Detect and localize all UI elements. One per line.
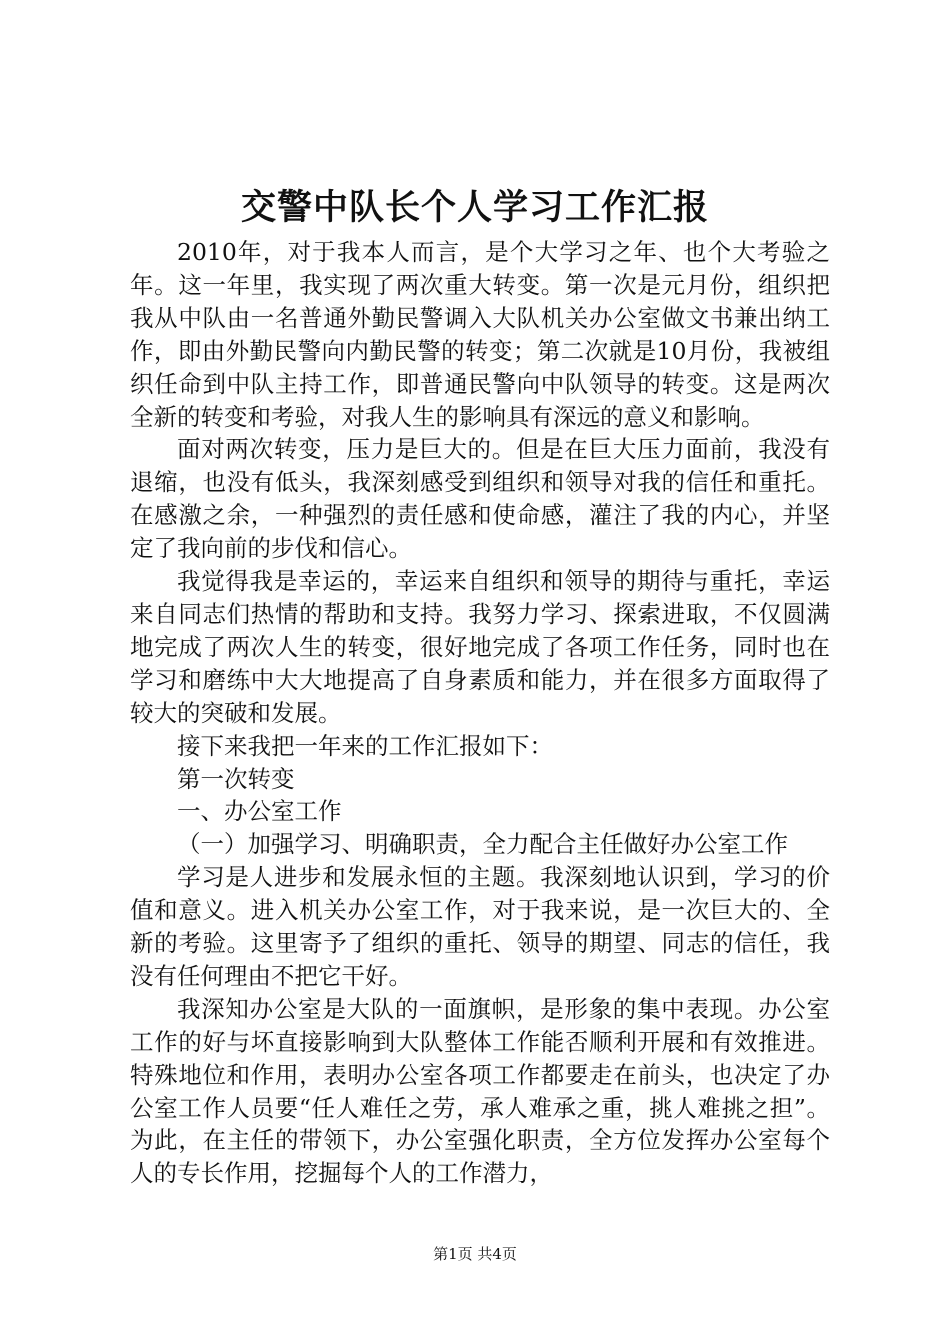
document-title: 交警中队长个人学习工作汇报 [240, 187, 709, 228]
subsection-heading: （一）加强学习、明确职责，全力配合主任做好办公室工作 [177, 830, 788, 859]
paragraph: 面对两次转变，压力是巨大的。但是在巨大压力面前，我没有退缩，也没有低头，我深刻感受到组织和领导对我的信任和重托。在感激之余，一种强烈的责任感和使命感，灌注了我的内心，并坚定了我向前的步伐和信心。 [130, 435, 830, 563]
section-heading: 一、办公室工作 [177, 797, 342, 826]
document-body [130, 236, 830, 1190]
paragraph: 我深知办公室是大队的一面旗帜，是形象的集中表现。办公室工作的好与坏直接影响到大队整体工作能否顺利开展和有效推进。特殊地位和作用，表明办公室各项工作都要走在前头，也决定了办公室工作人员要“任人难任之劳，承人难承之重，挑人难挑之担”。为此，在主任的带领下，办公室强化职责，全方位发挥办公室每个人的专长作用，挖掘每个人的工作潜力， [130, 994, 830, 1188]
paragraph: 我觉得我是幸运的，幸运来自组织和领导的期待与重托，幸运来自同志们热情的帮助和支持。我努力学习、探索进取，不仅圆满地完成了两次人生的转变，很好地完成了各项工作任务，同时也在学习和磨练中大大地提高了自身素质和能力，并在很多方面取得了较大的突破和发展。 [130, 567, 830, 727]
paragraph: 接下来我把一年来的工作汇报如下： [177, 731, 553, 760]
section-heading: 第一次转变 [177, 764, 295, 793]
paragraph: 学习是人进步和发展永恒的主题。我深刻地认识到，学习的价值和意义。进入机关办公室工作，对于我来说，是一次巨大的、全新的考验。这里寄予了组织的重托、领导的期望、同志的信任，我没有任何理由不把它干好。 [130, 863, 830, 990]
page-number-footer: 第1页 共4页 [433, 1245, 517, 1263]
paragraph: 2010年，对于我本人而言，是个大学习之年、也个大考验之年。这一年里，我实现了两次重大转变。第一次是元月份，组织把我从中队由一名普通外勤民警调入大队机关办公室做文书兼出纳工作，即由外勤民警向内勤民警的转变；第二次就是10月份，我被组织任命到中队主持工作，即普通民警向中队领导的转变。这是两次全新的转变和考验，对我人生的影响具有深远的意义和影响。 [130, 238, 830, 431]
